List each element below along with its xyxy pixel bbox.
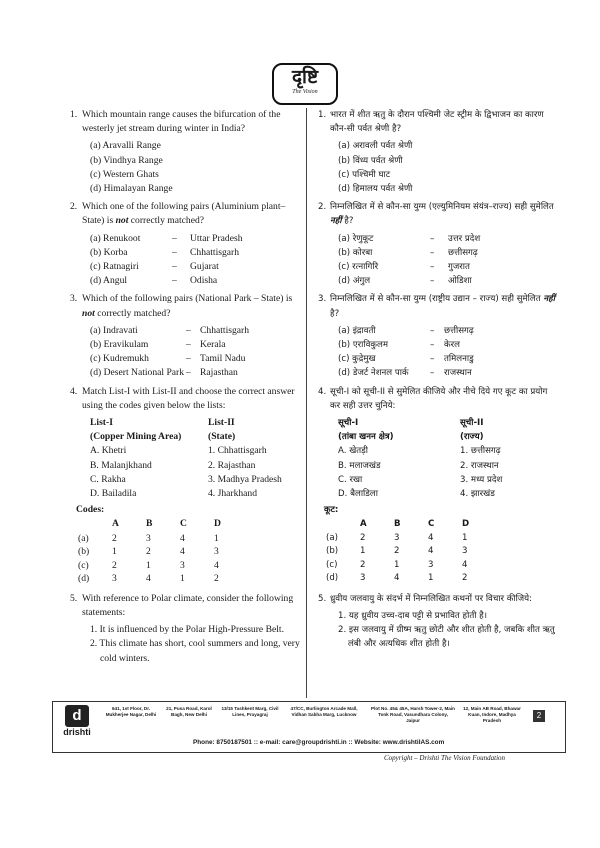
question-5: 5. With reference to Polar climate, consider the following statements: (70, 592, 302, 620)
pair-row: (d) डेजर्ट नेशनल पार्क – राजस्थान (338, 368, 472, 379)
pair-row: (c) Ratnagiri – Gujarat (90, 261, 219, 273)
question-3: 3. Which of the following pairs (National Park – State) is not correctly matched? (70, 292, 302, 320)
address-3: 13/15 Tashkent Marg, Civil Lines, Prayagraj (221, 706, 279, 717)
option: (d) हिमालय पर्वत श्रेणी (338, 184, 413, 195)
code-row: (c) 2 1 3 4 (78, 559, 219, 571)
code-row: (c) 2 1 3 4 (326, 559, 468, 570)
match-row: A. Khetri 1. Chhattisgarh (90, 445, 267, 457)
address-5: Plot No. 45& 45A, Harsh Tower-2, Main Tonk Road, Vasundhara Colony, Jaipur (371, 706, 455, 723)
option: (b) विंध्य पर्वत श्रेणी (338, 155, 403, 166)
drishti-logo (272, 63, 338, 105)
question-5-hindi: 5. ध्रुवीय जलवायु के संदर्भ में निम्नलिखित कथनों पर विचार कीजिये: (318, 592, 560, 606)
question-2-hindi: 2. निम्नलिखित में से कौन-सा युग्म (एल्युमिनियम संयंत्र–राज्य) सही सुमेलित नहीं है? (318, 200, 560, 228)
match-row: B. मलाजखंड 2. राजस्थान (338, 460, 499, 471)
match-row: B. Malanjkhand 2. Rajasthan (90, 459, 256, 471)
match-row: D. बैलाडिला 4. झारखंड (338, 489, 495, 500)
pair-row: (c) Kudremukh – Tamil Nadu (90, 353, 246, 365)
list-subtitles: (Copper Mining Area) (State) (90, 431, 236, 443)
pair-row: (c) रत्नागिरि – गुजरात (338, 262, 470, 273)
footer-bar (52, 701, 566, 753)
pair-row: (b) Eravikulam – Kerala (90, 339, 226, 351)
question-3-hindi: 3. निम्नलिखित में से कौन-सा युग्म (राष्ट्रीय उद्यान – राज्य) सही सुमेलित नहीं है? (318, 292, 560, 320)
drishti-d-icon: d (65, 705, 89, 727)
codes-label: कूट: (324, 505, 339, 516)
option: (a) अरावली पर्वत श्रेणी (338, 141, 413, 152)
address-1: 641, 1st Floor, Dr. Mukherjee Nagar, Delhi (105, 706, 157, 717)
address-6: 12, Main AB Road, Bhawar Kuan, Indore, Madhya Pradesh (463, 706, 521, 723)
option: (d) Himalayan Range (90, 183, 173, 195)
contact-line: Phone: 8750187501 :: e-mail: care@groupdrishti.in :: Website: www.drishtiIAS.com (193, 739, 445, 746)
statement: 2. This climate has short, cool summers and long, very cold winters. (90, 638, 300, 664)
question-1-hindi: 1. भारत में शीत ऋतु के दौरान पश्चिमी जेट स्ट्रीम के द्विभाजन का कारण कौन-सी पर्वत श्रेणी है? (318, 108, 560, 136)
pair-row: (a) रेणुकूट – उत्तर प्रदेश (338, 233, 481, 244)
option: (c) पश्चिमी घाट (338, 169, 391, 180)
list-titles: सूची-I सूची-II (338, 418, 484, 429)
english-column (70, 108, 302, 666)
pair-row: (d) Desert National Park – Rajasthan (90, 367, 238, 379)
statement: 1. यह ध्रुवीय उच्च-दाब पट्टी से प्रभावित होती है। (338, 610, 487, 621)
pair-row: (a) Indravati – Chhattisgarh (90, 324, 250, 336)
logo-text: दृष्टि (291, 66, 319, 88)
statement: 2. इस जलवायु में ग्रीष्म ऋतु छोटी और शीत होती है, जबकि शीत ऋतु लंबी और अत्यधिक शीत होती है। (338, 625, 555, 650)
address-2: 21, Pusa Road, Karol Bagh, New Delhi (166, 706, 212, 717)
question-4: 4. Match List-I with List-II and choose the correct answer using the codes given below the lists: (70, 385, 302, 413)
question-text: Which mountain range causes the bifurcation of the westerly jet stream during winter in India? (82, 109, 281, 135)
pair-row: (b) एराविकुलम – केरल (338, 340, 460, 351)
code-row: (b) 1 2 4 3 (78, 546, 219, 558)
logo-tagline: The Vision (292, 89, 318, 95)
question-4-hindi: 4. सूची-I को सूची-II से सुमेलित कीजिये और नीचे दिये गए कूट का प्रयोग कर सही उत्तर चुनिये: (318, 385, 560, 413)
question-text: ध्रुवीय जलवायु के संदर्भ में निम्नलिखित कथनों पर विचार कीजिये: (330, 593, 533, 604)
match-row: C. रखा 3. मध्य प्रदेश (338, 474, 503, 485)
pair-row: (c) कुद्रेमुख – तमिलनाडु (338, 354, 474, 365)
pair-row: (d) Angul – Odisha (90, 275, 218, 287)
option: (b) Vindhya Range (90, 154, 163, 166)
question-2: 2. Which one of the following pairs (Aluminium plant–State) is not correctly matched? (70, 200, 302, 228)
pair-row: (a) इंद्रावती – छत्तीसगढ़ (338, 325, 474, 336)
codes-table: A B C D (a) 2 3 4 1 (b) 1 2 4 3 (c) 2 1 3 4 (d) 3 4 1 2 (78, 517, 248, 585)
address-4: 47/CC, Burlington Arcade Mall, Vidhan Sabha Marg, Lucknow (290, 706, 358, 717)
pair-row: (b) Korba – Chhattisgarh (90, 246, 240, 258)
statement: 1. It is influenced by the Polar High-Pressure Belt. (90, 624, 284, 636)
question-text: Which one of the following pairs (Aluminium plant–State) is not correctly matched? (82, 201, 286, 227)
page-number: 2 (533, 710, 545, 722)
match-row: A. खेतड़ी 1. छत्तीसगढ़ (338, 446, 501, 457)
code-row: (a) 2 3 4 1 (326, 532, 468, 543)
pair-row: (a) Renukoot – Uttar Pradesh (90, 232, 243, 244)
question-text: With reference to Polar climate, consider the following statements: (82, 592, 294, 618)
question-text: सूची-I को सूची-II से सुमेलित कीजिये और नीचे दिये गए कूट का प्रयोग कर सही उत्तर चुनिये: (330, 386, 548, 411)
pair-row: (b) कोरबा – छत्तीसगढ़ (338, 247, 478, 258)
hindi-column (318, 108, 560, 652)
column-divider (306, 108, 307, 698)
question-text: Which of the following pairs (National Park – State) is not correctly matched? (82, 293, 293, 319)
codes-table: A B C D (a) 2 3 4 1 (b) 1 2 4 3 (c) 2 1 3 4 (d) 3 4 1 2 (326, 517, 496, 585)
codes-label: Codes: (76, 504, 105, 516)
question-text: निम्नलिखित में से कौन-सा युग्म (एल्युमिनियम संयंत्र–राज्य) सही सुमेलित नहीं है? (330, 202, 554, 227)
list-titles: List-I List-II (90, 417, 235, 429)
code-row: (d) 3 4 1 2 (78, 573, 219, 585)
copyright: Copyright – Drishti The Vision Foundation (384, 754, 506, 762)
question-1: 1. Which mountain range causes the bifurcation of the westerly jet stream during winter in India? (70, 108, 302, 136)
question-text: Match List-I with List-II and choose the correct answer using the codes given below the lists: (82, 385, 295, 411)
pair-row: (d) अंगुल – ओडिशा (338, 276, 472, 287)
match-row: C. Rakha 3. Madhya Pradesh (90, 473, 282, 485)
footer-brand: drishti (63, 727, 91, 737)
footer-logo (59, 705, 95, 747)
option: (c) Western Ghats (90, 168, 159, 180)
code-row: (a) 2 3 4 1 (78, 532, 219, 544)
code-row: (b) 1 2 4 3 (326, 546, 468, 557)
list-subtitles: (तांबा खनन क्षेत्र) (राज्य) (338, 432, 484, 443)
question-text: भारत में शीत ऋतु के दौरान पश्चिमी जेट स्ट्रीम के द्विभाजन का कारण कौन-सी पर्वत श्रेणी है? (330, 110, 544, 135)
option: (a) Aravalli Range (90, 140, 161, 152)
code-row: (d) 3 4 1 2 (326, 573, 468, 584)
match-row: D. Bailadila 4. Jharkhand (90, 488, 258, 500)
question-text: निम्नलिखित में से कौन-सा युग्म (राष्ट्रीय उद्यान – राज्य) सही सुमेलित नहीं है? (330, 294, 555, 319)
